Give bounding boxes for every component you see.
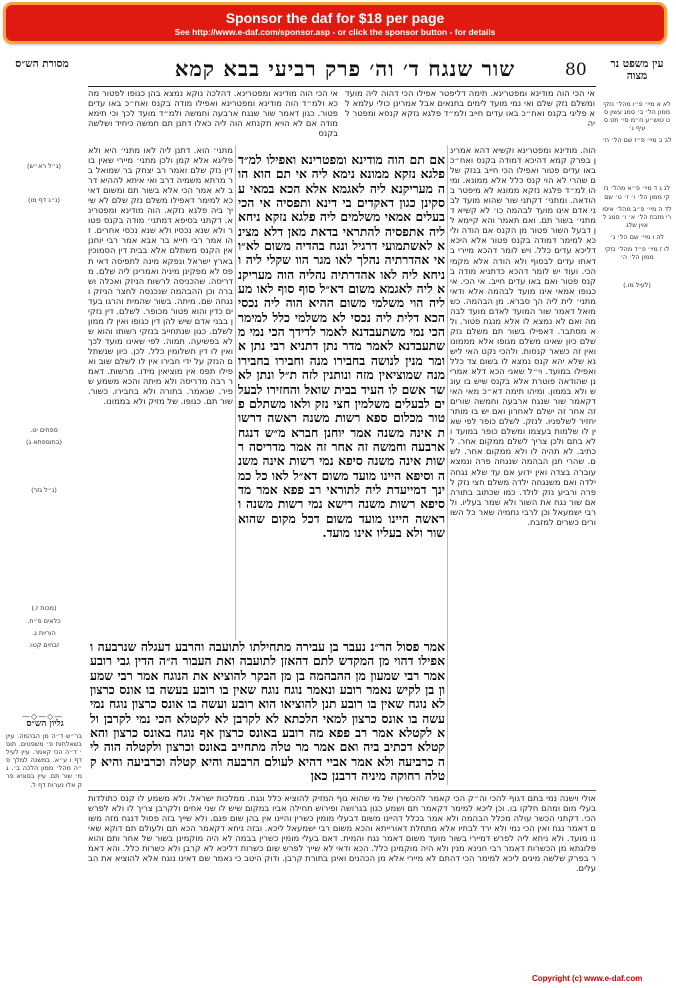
ornament-icon: —◇—◇— (22, 712, 64, 721)
margin-note: זבחים קטו: (28, 640, 60, 649)
bottom-commentary: אולי וישנה נמי בתם דגוף להכי וה״ק הכי קאמר להכשירן של מי שהוא גוף המזיק להוציא כלל ונגח. ממלכות ישראל. ולא משמע לו קנס כתולדות בעלי מום ומהם חלקו בו. וכן ליכא למימר דקאמר תם ושמע כגון בגרושה ופירוש תחילה אביו במקום שיש לו שני אחים ולקרבן צריך לו ולא לפרש הכי. דקתני הכשר עולה מכלל הבהמה ולא אמר בכלל דהיינו משום דבעלי מומין כשרין והיינו אין בהן שום פגם. ולא שייך בזה פסול דנגח מזה משום דאמר נגח ואין הכי נמי ולא ירד לבתיו אלא מתחלת דאורייתא והכא משום רבי ישמעאל ליכא. ובזה ניחא דקאמר הכא תם ולעולם תם דוקא שאינו מועד. ולא ניחא ליה לפרש דמיירי בשור מועד משום דאמר נגח והמית. דאם בעלי מומין כשרין בבמה לא היה מוקמינן בשור של אחר ותם והוא פלוגתא מן הכשרות דאמר רבי חנינא מנין ולא היה מוקמינן כלל. הכא ודאי לא שייך לפרש שום כשרות דליכא לא קרבן ולא כשרות כלל. והא דאמר בפרק שלשה מינים ליכא למימר הכי דהתם לא מיירי אלא מן הכהנים ואינן בתורת קרבן. ודוק היטב כי נאמר שם דאינו נוגח אלא להוציא את הבעלים. (88, 793, 596, 874)
margin-note: לו ז מיי׳ פ״ד מהל׳ נזקי ממון הל׳ ה׳ (604, 245, 670, 262)
margin-note: כלאים פ״ח. (27, 616, 61, 625)
rashi-top-text: אי הכי הוה מודינא ומפטרינא. דהלכה נוקא נמצא בהן כגופו לפטור מהכא ולמ״ד הוה מודינא ומפטרינא ואפילו מודה בקנס ואח״כ באו עדים פטור. כגון דאמר שור שנגח ארבעה וחמשה ולמ״ד מועד לכך וכי תימא מודה אם לא הויא תקנתא הוה ליה כאלו דתנן תם חמשה כיחיד ושלשה בקנס (88, 88, 338, 139)
bottom-rule (88, 790, 596, 791)
sponsor-subtitle[interactable]: See http://www.e-daf.com/sponsor.asp - or click the sponsor button - for details (174, 27, 496, 37)
masoret-heading: מסורת הש״ס (15, 58, 69, 70)
sponsor-banner[interactable] (3, 2, 667, 44)
margin-note: לג ג ד מיי׳ פ״א מהל׳ נזקי ממון הל׳ ו׳ ז׳ ט׳ שם (603, 184, 671, 201)
margin-note: (ג״ל רא״ש) (27, 162, 61, 170)
gilyon-heading: גליון הש״ס (26, 719, 64, 729)
margin-note: לד ה מיי׳ פ״ב מהל׳ איסורי מזבח הל׳ א׳ ו׳ סמג לאוין שלג (602, 204, 672, 229)
margin-note: לא א מיי׳ פ״ו מהל׳ נזקי ממון הל׳ ב׳ סמג עשין סט טוש״ע ח״מ סי׳ תט סעיף ג׳ (603, 100, 671, 133)
margin-note: (לעיל מו.) (623, 281, 651, 290)
rashi-column: מתני׳ הוא. דתנן ליה לאו מתני׳ היא ולא פליגא אלא קמן ולכן מתני׳ מיירי שאין בו דין נזק שלם ואמר רב יצחק בר שמואל בר מרתא משמיה דרב ואי איתא לההיא דרב לא אמר הכי אלא בשור תם ומשום דאיכא למימר דאפילו משלם נזק שלם לא שייך ביה פלגא נזקא. הוה מודינא ומפטרינא. דקתני בסיפא דמתני׳ מודה בקנס פטור ולא שנא נכסיו ולא שנא נכסי אחרים. זהו אמר רבי חייא בר אבא אמר רבי יוחנן אין הקנס משתלם אלא בבית דין הסמוכין בארץ ישראל ונפקא מינה לתפיסה דאי תפס לא מפקינן מיניה ואמרינן ליה שלם. מדריסה. שהכניסה לרשות הניזק ואכלה ושברה וכן ההבהמה שנכנסה לחצר הניזק ונגחה שם. מיתה. בשור שהמית והרגו בעדים כדין והוא פטור מכופר. לשלם. דין נזקין בבני אדם שיש להן דין כגופו ואין לו ממון לשלם. כגון שנתחייב בנזקי רשותו והוא שלא בפשיעה. תמוה. לפי שאינו מועד לכך ואין לו דין תשלומין כלל. לכן. כיון שנשתלם הנזק על ידי חבירו אין לו לשלם שוב ואפילו תפס אין מוציאין מידו. מרשות. דאמר רבה מדריסה ולא מיתה והכא משמע שפיר. שנאמר. בתורה ולא בחבירו. כשור. שור תם. כגופו. של מזיק ולא בממונו. (88, 145, 233, 407)
margin-note: (נ״ג דף מו) (27, 196, 61, 205)
page-number: 80 (565, 60, 587, 80)
ein-mishpat-heading: עין משפט נר מצוה (610, 58, 664, 82)
margin-note: (מכות ז.) (31, 604, 57, 613)
copyright-link[interactable]: Copyright (c) www.e-daf.com (532, 974, 643, 983)
column-divider (447, 145, 448, 785)
tosafot-top-text: אי הכי הוה מודינא ומפטרינא. תימה דליפטר אפילו הכי דהוה ליה מועד ומשלם נזק שלם ואי נמי מועד לימים בתנאים אבל אמרינן כולי עלמא לא פליגי בקנס ואח״כ באו עדים חייב ולמ״ד פלגא נזקא קנסא ומפטר ליה (345, 88, 595, 129)
ein-mishpat-margin (602, 80, 672, 780)
tosafot-column: הוה. מודינא ומפטרינא וקשיא דהא אמרינן בפרק קמא דהיכא דמודה בקנס ואח״כ באו עדים פטור ואפילו הכי חייב בנזק שלם שהרי לא הוי קנס כלל אלא ממונא. ומיהו למ״ד פלגא נזקא ממונא לא מיפטר בהודאה. ומתני׳ דקתני שור שהוא מועד לבני אדם אינו מועד לבהמה כו׳ לא קשיא דמתני׳ בשור תם. ואם תאמר והא קיימא לן דבעל השור פטור מן הקנס אם הודה וליכא למימר דמודה בקנס פטור אלא היכא דליכא עדים כלל. ויש לומר דהכא מיירי בדאתו עדים לבסוף ולא הודה אלא מקמי הכי. ועוד יש לומר דהכא כדתניא מודה בקנס פטור ואם באו עדים חייב. אי הכי. אי כגופו אמאי אינו מועד לבהמה אלא ודאי מתני׳ לית ליה הך סברא. מן הבהמה. כשמואל דאמר שור המועד לאדם מועד לבהמה ואם לא נמצא לו אלא מנגח פטור. ולא מסתבר. דאפילו בשור תם משלם נזק שלם כיון שאינו משלם מגופו אלא מממונו ואין זה כשאר קנסות. ולהכי נקט האי לישנא שלא יהא קנס נמצא לו בשום צד כלל ואפילו במועד. וי״ל שאני הכא דלא אמרינן שהודאה פוטרת אלא בקנס שיש בו עונש ולא בממון. ומיהו תימה דא״כ מאי האי דקאמר שור שנגח ארבעה וחמשה שורים זה אחר זה ישלם לאחרון ואם יש בו מותר יחזיר לשלפניו. לנזק. לשלם כופר לפי שאין לו שלמות בעצמו ומשלם כופר במועד ולא בתם ולכן צריך לשלם ממקום אחר. לכתיב. לא תהיה לו ולא ממקום אחר. לשם. שהרי תנן הבהמה שנגחה פרה ונמצא עוברה בצדה ואין ידוע אם עד שלא נגחה ילדה ואם משנגחה ילדה משלם חצי נזק לפרה ורביע נזק לולד. כמו שכתוב בתורה אם שור נגח את השור ולא שמר בעליו. ולרבי ישמעאל וכן לרבי נחמיה שאר כל השוורים כשרים למזבח. (450, 145, 596, 527)
header-rule (88, 86, 596, 87)
margin-note: לב ב מיי׳ פ״ז שם הל׳ ח׳ (602, 136, 672, 145)
margin-note: לה ו מיי׳ שם הל׳ ג׳ (609, 232, 665, 241)
margin-note: ספחים יט. (30, 426, 58, 435)
page-title: שור שנגח ד׳ וה׳ פרק רביעי בבא קמא (174, 56, 516, 81)
gemara-wide-text: אמר פסול הר״נ נעבר בן עבירה מתחילתו לתועבה והרבע דעגלה שנרבעה ואפילו דהוי מן המקדש לתם דהאזן לתועבה ואת העבור ה״ה הדין גבי רובע אמר רבי שמעון מן ההבהמה בן מן הבקר להוציא את הנוגח אמר רבי שמעון בן לקיש נאמר רובע ונאמר נוגח נוגח שאין בו רובע בעשה בו אונס כרצון לא נוגח שאין בו רובע תנן להוציאו הוא רובע ועשה בו אונס כרצון נוגח נמי עשה בו אונס כרצון למאי הלכתא לא לקרבן לא לקטלא הכי נמי לקרבן ולא לקטלא אמר רב פפא מה רובע באונס כרצון אף נוגח באונס כרצון והא קטלא דכתיב ביה ואם אמר מר טלה מתחייב באונס וכרצון ולקטלה הוה ליה כרביעה ולא אמר אביי דהיא לעולם הרבעה והיא קטלה וכרביעה והיא קטלה רחוקה מיניה דרבנן כאן (90, 640, 445, 784)
column-divider (235, 145, 236, 640)
gilyon-text: בר״ש ד״ה מן הבהמה. עיין בשאלתות פ׳ משפטים. תוס׳ ד״ה הכי קאמר. עיין לעיל דף ו ע״א. במשנה למלך פ״ה מהל׳ ממון הלכה ב׳. גמ׳ שור תם. עיין בסוגיא פרק אלו נערות דף ל. (6, 732, 82, 789)
margin-note: הוריות ג. (32, 628, 56, 637)
gemara-text: אם תם הוה מודינא ומפטרינא ואפילו למ״ד פלגא נזקא ממונא נימא ליה אי תם הוא הוה מעריקנא ליה לאגמא אלא הכא במאי עסקינן כגון דאקדים בי דינא ותפסיה אי הכי בעלים אמאי משלמים ליה פלגא נזקא ניחא ליה אתפסיה להתראי בדאת מאן דלא מצינא לאשתמועי דרגיל ונגח בהדיה משום לא״ו אי אהדרתיה נהלך לאו מגר הוו שקלי ליה וניחא ליה לאו אהדרתיה נהליה הוה מעריקנא ליה לאגמא משום דא״ל סוף סוף לאו מעליה הוי משלמי משום ההיא הוה ליה נכסי הכא דלית ליה נכסי לא משלמי כלל למימר הכי נמי משתעבדנא לאמר לדידך הכי נמי משתעבדנא לאמר מדר נתן דתניא רבי נתן אומר מנין לנושה בחבירו מנה וחבירו בחבירו מנה שמוציאין מזה ונותנין לזה ת״ל ונתן לאשר אשם לו העיד בבית שואל והחזירו לבעלים לבעלים משלמין חצי נזק ולאו משתלם פטור מכלום ספא רשות משנה ראשה דרשות אינה משנה אמר יוחנן חברא מ״ש דנגח ארבעה וחמשה זה אחר זה אמר מדריסה רשות אינה משנה סיפא נמי רשות אינה משנה וסיפא היינו מועד משום דא״ל לאו כל כמינך דמייעדת ליה לתוראי רב פפא אמר מדסיפא רשות משנה רישא נמי רשות משנה וראשה היינו מועד משום דכל מקום שהוא שור ולא בעליו אינו מועד. (238, 153, 445, 540)
margin-note: (נ״ל גזר) (31, 486, 57, 495)
sponsor-title[interactable]: Sponsor the daf for $18 per page (225, 10, 445, 26)
margin-note: (בתוספתא ג) (26, 438, 62, 447)
